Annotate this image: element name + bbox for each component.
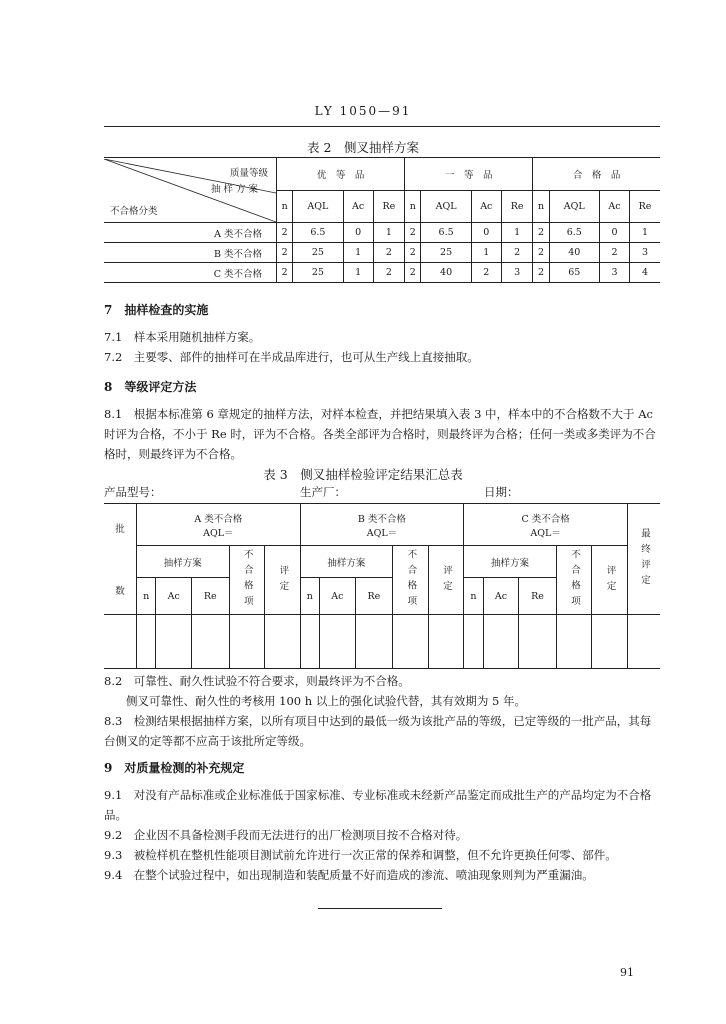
- row-label: C 类不合格: [104, 263, 277, 283]
- group-name: B 类不合格: [357, 513, 406, 525]
- paragraph-7-1: 7.1 样本采用随机抽样方案。: [104, 330, 261, 344]
- section7-title: 7 抽样检查的实施: [104, 303, 209, 317]
- cell: 0: [343, 223, 373, 243]
- eval-header: 评定: [592, 546, 628, 615]
- group-aql: AQL＝: [203, 527, 234, 539]
- subhead: n: [277, 191, 293, 223]
- paragraph-7-2: 7.2 主要零、部件的抽样可在半成品库进行，也可从生产线上直接抽取。: [104, 350, 479, 364]
- corner-label-grade: 质量等级: [229, 167, 268, 179]
- batch-label: 批: [115, 524, 125, 535]
- cell: 2: [373, 263, 405, 283]
- group-aql: AQL＝: [366, 527, 398, 539]
- cell: 0: [471, 223, 501, 243]
- subhead: Ac: [471, 191, 501, 223]
- cell: 65: [549, 263, 599, 283]
- blank-cell: [483, 615, 519, 669]
- blank-cell: [192, 615, 229, 669]
- blank-cell: [104, 615, 137, 669]
- grade-header: 合 格 品: [533, 158, 660, 191]
- subhead: Ac: [156, 578, 192, 615]
- table2-corner: [104, 158, 277, 223]
- table3-title: 表 3 侧叉抽样检验评定结果汇总表: [263, 467, 463, 482]
- paragraph-9-4: 9.4 在整个试验过程中，如出现制造和装配质量不好而造成的渗流、喷油现象则判为严重漏油。: [104, 868, 594, 882]
- subhead: Re: [355, 578, 392, 615]
- batch-number-label: 数: [115, 586, 125, 597]
- cell: 1: [630, 223, 660, 243]
- paragraph-8-2: 8.2 可靠性、耐久性试验不符合要求，则最终评为不合格。: [104, 674, 410, 688]
- blank-cell: [464, 615, 483, 669]
- subhead: Ac: [343, 191, 373, 223]
- table-row: [104, 243, 660, 263]
- group-header-a: [137, 504, 301, 546]
- cell: 6.5: [549, 223, 599, 243]
- table-row: [104, 223, 660, 243]
- cell: 25: [293, 243, 343, 263]
- blank-cell: [428, 615, 464, 669]
- cell: 3: [630, 243, 660, 263]
- page-number: 91: [620, 966, 634, 979]
- blank-cell: [556, 615, 592, 669]
- cell: 2: [277, 223, 293, 243]
- row-label: A 类不合格: [104, 223, 277, 243]
- blank-cell: [519, 615, 556, 669]
- product-model-label: 产品型号：: [104, 485, 162, 499]
- batch-header: [104, 504, 137, 615]
- table-row: [104, 615, 660, 669]
- group-name: A 类不合格: [194, 513, 243, 525]
- cell: 1: [471, 243, 501, 263]
- subhead: AQL: [421, 191, 471, 223]
- blank-cell: [355, 615, 392, 669]
- cell: 25: [293, 263, 343, 283]
- eval-header: 评定: [428, 546, 464, 615]
- section9-title: 9 对质量检测的补充规定: [104, 761, 245, 775]
- blank-cell: [628, 615, 661, 669]
- blank-cell: [229, 615, 265, 669]
- cell: 4: [630, 263, 660, 283]
- grade-header: 优 等 品: [277, 158, 405, 191]
- blank-cell: [137, 615, 156, 669]
- blank-cell: [592, 615, 628, 669]
- cell: 2: [471, 263, 501, 283]
- subhead: n: [533, 191, 549, 223]
- corner-label-class: 不合格分类: [110, 205, 158, 217]
- group-aql: AQL＝: [530, 527, 561, 539]
- blank-cell: [319, 615, 355, 669]
- subhead: n: [137, 578, 156, 615]
- cell: 0: [599, 223, 629, 243]
- row-label: B 类不合格: [104, 243, 277, 263]
- subhead: Re: [501, 191, 533, 223]
- cell: 2: [501, 243, 533, 263]
- cell: 2: [277, 263, 293, 283]
- cell: 1: [501, 223, 533, 243]
- blank-cell: [265, 615, 301, 669]
- subhead: Ac: [599, 191, 629, 223]
- cell: 6.5: [293, 223, 343, 243]
- subhead: Re: [519, 578, 556, 615]
- cell: 2: [373, 243, 405, 263]
- end-rule: [318, 908, 442, 909]
- cell: 2: [533, 223, 549, 243]
- subhead: Ac: [483, 578, 519, 615]
- cell: 3: [501, 263, 533, 283]
- eval-header: 评定: [265, 546, 301, 615]
- table-row: [104, 263, 660, 283]
- defects-header: 不合格项: [393, 546, 429, 615]
- subhead: Re: [373, 191, 405, 223]
- subhead: n: [405, 191, 421, 223]
- cell: 1: [343, 263, 373, 283]
- plan-header: 抽样方案: [464, 546, 557, 578]
- table2-title: 表 2 侧叉抽样方案: [307, 140, 419, 155]
- subhead: Re: [630, 191, 660, 223]
- standard-header: LY 1050—91: [314, 104, 412, 118]
- header-rule: [104, 126, 660, 127]
- cell: 2: [533, 263, 549, 283]
- table3: [104, 503, 660, 669]
- cell: 2: [277, 243, 293, 263]
- group-header-b: [300, 504, 464, 546]
- blank-cell: [156, 615, 192, 669]
- cell: 6.5: [421, 223, 471, 243]
- paragraph-9-3: 9.3 被检样机在整机性能项目测试前允许进行一次正常的保养和调整，但不允许更换任何零、部件。: [104, 848, 617, 862]
- blank-cell: [393, 615, 429, 669]
- blank-cell: [300, 615, 319, 669]
- table2: [104, 157, 660, 283]
- cell: 2: [405, 243, 421, 263]
- subhead: n: [464, 578, 483, 615]
- cell: 2: [405, 223, 421, 243]
- cell: 2: [599, 243, 629, 263]
- corner-label-plan: 抽 样 方 案: [210, 183, 258, 195]
- defects-header: 不合格项: [229, 546, 265, 615]
- cell: 3: [599, 263, 629, 283]
- grade-header: 一 等 品: [405, 158, 533, 191]
- cell: 40: [549, 243, 599, 263]
- cell: 1: [373, 223, 405, 243]
- cell: 2: [405, 263, 421, 283]
- section8-title: 8 等级评定方法: [104, 380, 197, 394]
- subhead: AQL: [293, 191, 343, 223]
- paragraph-8-1: 8.1 根据本标准第 6 章规定的抽样方法，对样本检查，并把结果填入表 3 中，样本中的不合格数不大于 Ac 时评为合格，不小于 Re 时，评为不合格。各类全部评为合格时，则最终评为合格；任何一类或多类评为不合格时，则最终评为不合格。: [104, 407, 656, 461]
- paragraph-8-3: 8.3 检测结果根据抽样方案，以所有项目中达到的最低一级为该批产品的等级，已定等级的一批产品，其每台侧叉的定等都不应高于该批所定等级。: [104, 714, 652, 748]
- subhead: Ac: [319, 578, 355, 615]
- cell: 40: [421, 263, 471, 283]
- plan-header: 抽样方案: [137, 546, 230, 578]
- plan-header: 抽样方案: [300, 546, 393, 578]
- group-header-c: [464, 504, 628, 546]
- manufacturer-label: 生产厂：: [300, 485, 346, 499]
- paragraph-9-2: 9.2 企业因不具备检测手段而无法进行的出厂检测项目按不合格对待。: [104, 828, 468, 842]
- subhead: n: [300, 578, 319, 615]
- cell: 25: [421, 243, 471, 263]
- cell: 1: [343, 243, 373, 263]
- subhead: Re: [192, 578, 229, 615]
- defects-header: 不合格项: [556, 546, 592, 615]
- final-eval-header: 最终评定: [628, 504, 661, 615]
- paragraph-9-1: 9.1 对没有产品标准或企业标准低于国家标准、专业标准或未经新产品鉴定而成批生产的产品均定为不合格品。: [104, 788, 652, 822]
- paragraph-8-2b: 侧叉可靠性、耐久性的考核用 100 h 以上的强化试验代替，其有效期为 5 年。: [126, 694, 526, 708]
- group-name: C 类不合格: [521, 513, 570, 525]
- date-label: 日期：: [484, 485, 519, 499]
- subhead: AQL: [549, 191, 599, 223]
- cell: 2: [533, 243, 549, 263]
